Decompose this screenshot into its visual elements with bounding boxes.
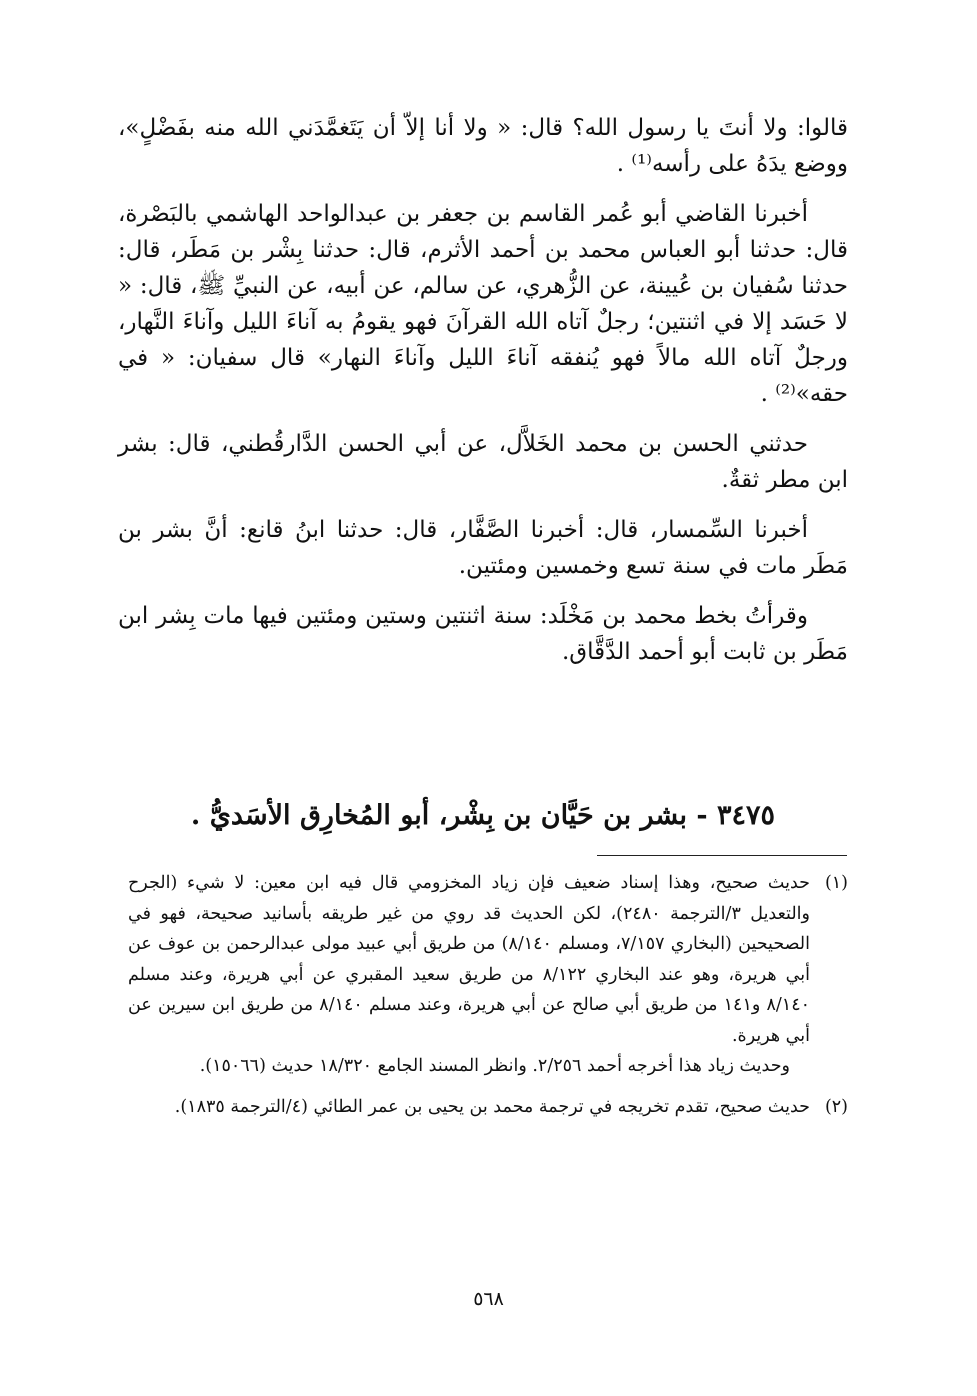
- paragraph-2: أخبرنا القاضي أبو عُمر القاسم بن جعفر بن عبدالواحد الهاشمي بالبَصْرة، قال: حدثنا أبو العباس محمد بن أحمد الأثرم، قال: حدثنا بِشْر بن مَطَر، قال: حدثنا سُفيان بن عُيينة، عن الزُّهري، عن سالم، عن أبيه، عن النبيِّ ﷺ، قال: « لا حَسَد إلا في اثنتين؛ رجلٌ آتاه الله القرآنَ فهو يقومُ به آناءَ الليل وآناءَ النَّهار، ورجلٌ آتاه الله مالاً فهو يُنفقه آناءَ الليل وآناءَ النهار» قال سفيان: « في حقه»⁽²⁾ .: [118, 201, 848, 407]
- footnote-number: (٢): [824, 1096, 848, 1117]
- paragraph-3: حدثني الحسن بن محمد الخَلاَّل، عن أبي الحسن الدَّارقُطني، قال: بشر ابن مطر ثقةٌ.: [118, 431, 848, 493]
- main-text: [118, 110, 848, 684]
- footnote-text: حديث صحيح، تقدم تخريجه في ترجمة محمد بن يحيى بن عمر الطائي (٤/الترجمة ١٨٣٥).: [174, 1096, 810, 1117]
- entry-heading: ٣٤٧٥ - بشر بن حَيَّان بن بِشْر، أبو المُخارِق الأسَديُّ .: [190, 800, 776, 831]
- footnote-2: [128, 1092, 848, 1123]
- footnotes: [128, 868, 848, 1132]
- paragraph-4: أخبرنا السِّمسار، قال: أخبرنا الصَّفَّار، قال: حدثنا ابنُ قانع: أنَّ بشر بن مَطَر مات في سنة تسع وخمسين ومئتين.: [118, 517, 848, 579]
- footnote-text: حديث صحيح، وهذا إسناد ضعيف فإن زياد المخزومي قال فيه ابن معين: لا شيء (الجرح والتعديل ٣/الترجمة ٢٤٨٠)، لكن الحديث قد روي من غير طريقه بأسانيد صحيحة، فهو في الصحيحين (البخاري ٧/١٥٧، ومسلم ٨/١٤٠) من طريق أبي عبيد مولى عبدالرحمن بن عوف عن أبي هريرة، وهو عند البخاري ٨/١٢٢ من طريق سعيد المقبري عن أبي هريرة، وعند مسلم ٨/١٤٠ و١٤١ من طريق أبي صالح عن أبي هريرة، وعند مسلم ٨/١٤٠ من طريق ابن سيرين عن أبي هريرة.: [128, 873, 810, 1046]
- footnote-1: [128, 868, 848, 1082]
- page-number: ٥٦٨: [473, 1288, 504, 1310]
- paragraph-1: قالوا: ولا أنتَ يا رسول الله؟ قال: « ولا أنا إلاّ أن يَتَغمَّدَني الله منه بفَضْلٍ»، ووضع يدَهُ على رأسه⁽¹⁾ .: [118, 115, 848, 177]
- footnote-body: [128, 868, 810, 1082]
- paragraph-5: وقرأتُ بخط محمد بن مَخْلَد: سنة اثنتين وستين ومئتين فيها مات بِشر ابن مَطَر بن ثابت أبو أحمد الدَّقَّاق.: [118, 603, 848, 665]
- footnote-divider: [597, 855, 847, 856]
- footnote-body: [128, 1092, 810, 1123]
- footnote-text: وحديث زياد هذا أخرجه أحمد ٢/٢٥٦. وانظر المسند الجامع ١٨/٣٢٠ حديث (١٥٠٦٦).: [199, 1056, 790, 1076]
- footnote-number: (١): [824, 873, 848, 893]
